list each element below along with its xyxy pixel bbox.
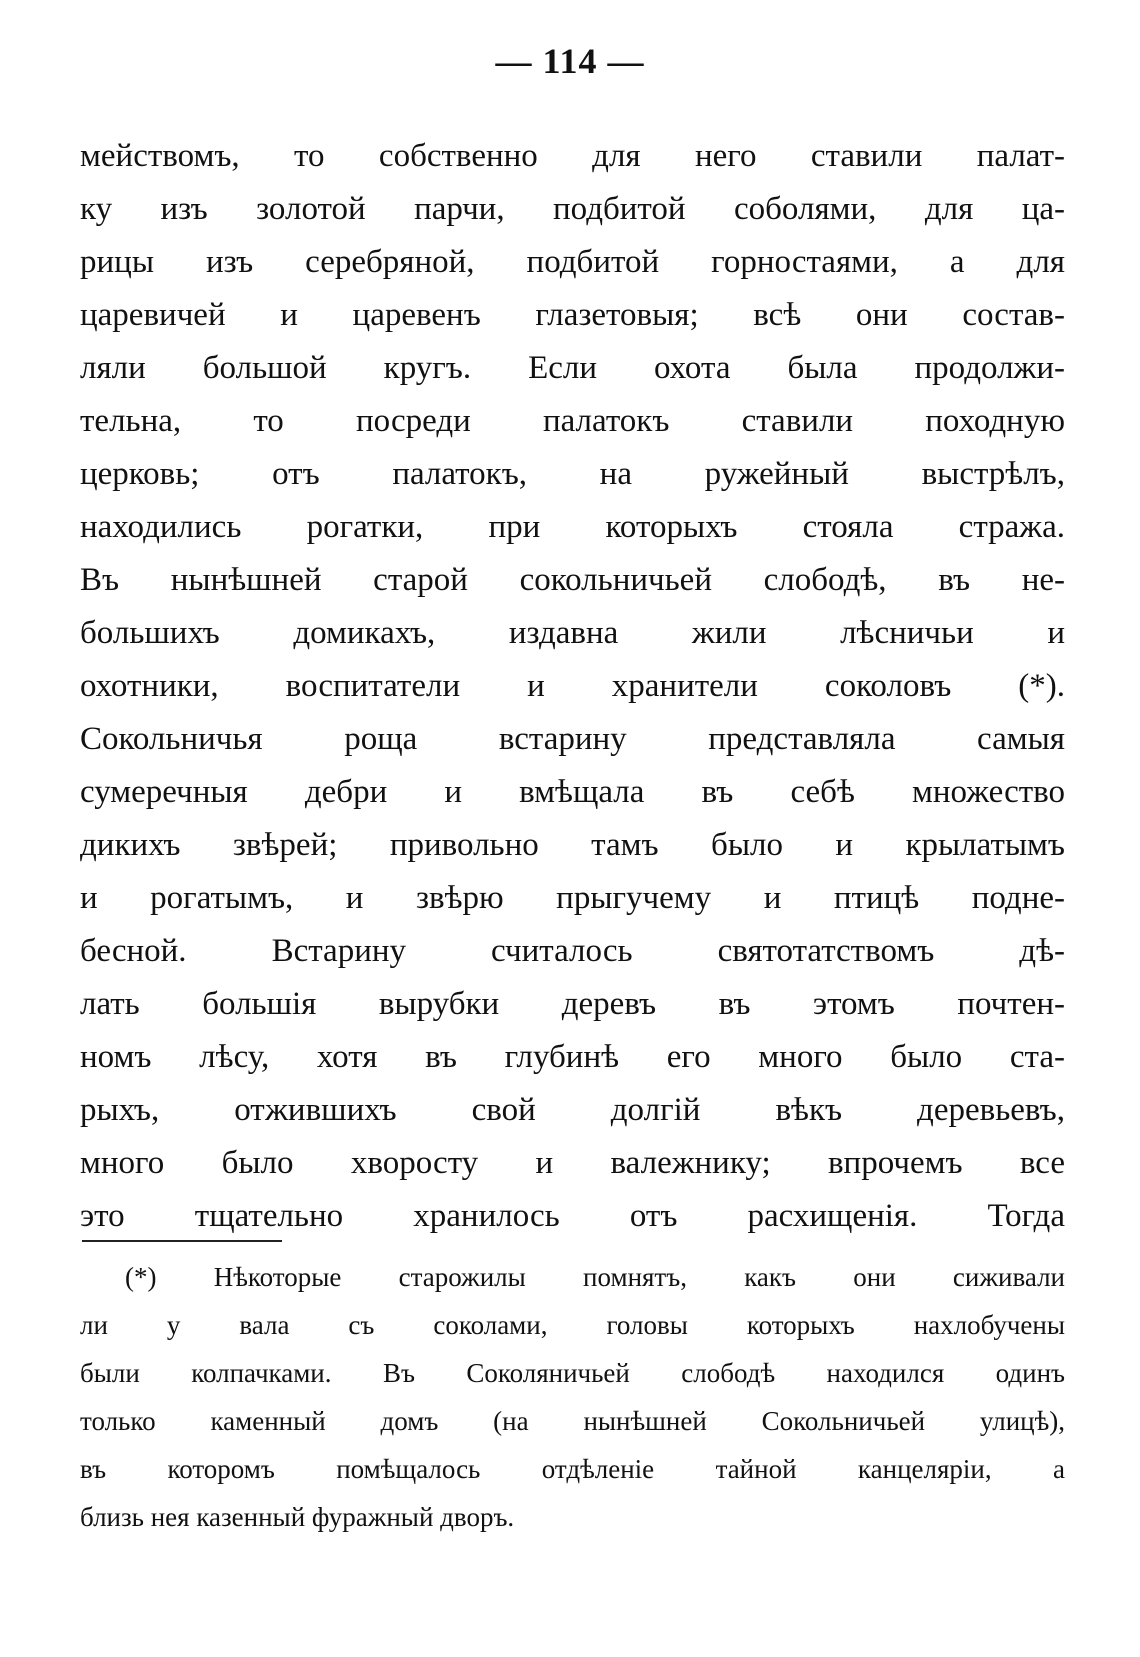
footnote-divider — [82, 1240, 282, 1242]
text-line: церковь; отъ палатокъ, на ружейный выстрѣлъ, — [80, 456, 1065, 492]
text-line: мействомъ, то собственно для него ставили палат- — [80, 138, 1065, 174]
text-line: большихъ домикахъ, издавна жили лѣсничьи и — [80, 615, 1065, 651]
page-number: — 114 — — [495, 41, 645, 81]
footnote-line: близь нея казенный фуражный дворъ. — [80, 1502, 515, 1532]
text-line: сумеречныя дебри и вмѣщала въ себѣ множество — [80, 774, 1065, 810]
text-line: Въ нынѣшней старой сокольничьей слободѣ, въ не- — [80, 562, 1065, 598]
text-line: рыхъ, отжившихъ свой долгій вѣкъ деревьевъ, — [80, 1092, 1065, 1128]
text-line: дикихъ звѣрей; привольно тамъ было и крылатымъ — [80, 827, 1065, 863]
text-line: лать большія вырубки деревъ въ этомъ почтен- — [80, 986, 1065, 1022]
text-line: Сокольничья роща встарину представляла самыя — [80, 721, 1065, 757]
text-line: много было хворосту и валежнику; впрочемъ все — [80, 1145, 1065, 1181]
text-line: и рогатымъ, и звѣрю прыгучему и птицѣ подне- — [80, 880, 1065, 916]
text-line: ку изъ золотой парчи, подбитой соболями, для ца- — [80, 191, 1065, 227]
main-text — [80, 130, 1065, 1243]
text-line: это тщательно хранилось отъ расхищенія. Тогда — [80, 1198, 1065, 1234]
footnote-line: только каменный домъ (на нынѣшней Сокольничьей улицѣ), — [80, 1406, 1065, 1436]
footnote-line: ли у вала съ соколами, головы которыхъ нахлобучены — [80, 1310, 1065, 1340]
footnote-line: (*) Нѣкоторые старожилы помнятъ, какъ они сиживали — [125, 1262, 1065, 1292]
footnote-line: въ которомъ помѣщалось отдѣленіе тайной канцеляріи, а — [80, 1454, 1065, 1484]
footnote — [80, 1253, 1065, 1541]
text-line: находились рогатки, при которыхъ стояла стража. — [80, 509, 1065, 545]
text-line: номъ лѣсу, хотя въ глубинѣ его много было ста- — [80, 1039, 1065, 1075]
text-line: ляли большой кругъ. Если охота была продолжи- — [80, 350, 1065, 386]
text-line: бесной. Встарину считалось святотатствомъ дѣ- — [80, 933, 1065, 969]
text-line: рицы изъ серебряной, подбитой горностаями, а для — [80, 244, 1065, 280]
text-line: царевичей и царевенъ глазетовыя; всѣ они состав- — [80, 297, 1065, 333]
text-line: тельна, то посреди палатокъ ставили походную — [80, 403, 1065, 439]
footnote-line: были колпачками. Въ Соколяничьей слободѣ находился одинъ — [80, 1358, 1065, 1388]
text-line: охотники, воспитатели и хранители соколовъ (*). — [80, 668, 1065, 704]
